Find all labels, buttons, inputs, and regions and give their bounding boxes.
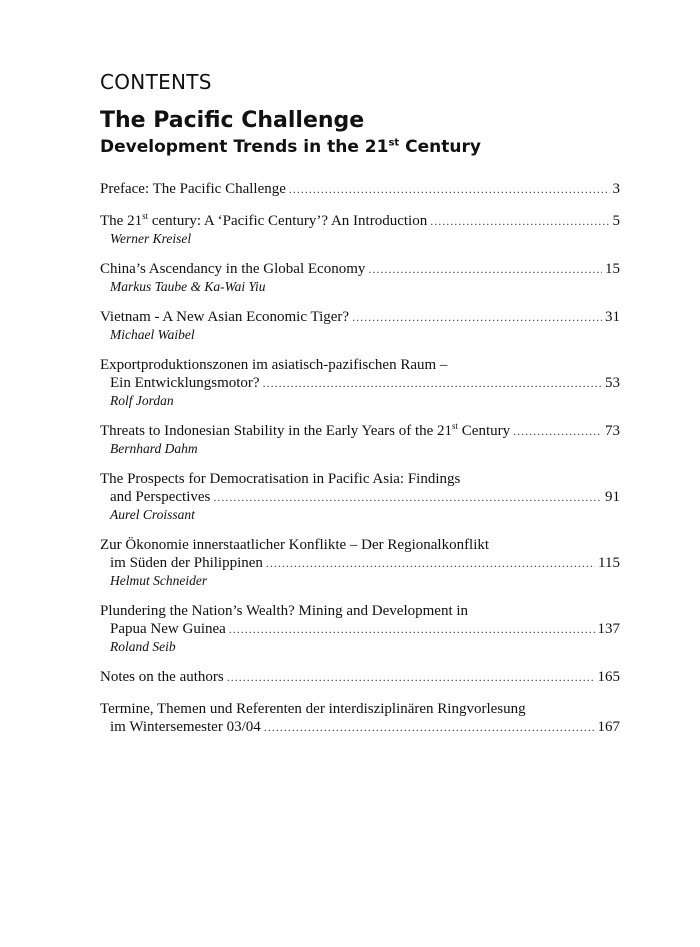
contents-heading: CONTENTS [100, 70, 212, 94]
toc-line [100, 212, 620, 230]
toc-entry-title-line2: Ein Entwicklungsmotor? [110, 375, 260, 391]
toc-entry[interactable] [100, 422, 620, 458]
book-title: The Pacific Challenge [100, 108, 365, 133]
toc-entry-title: Vietnam - A New Asian Economic Tiger? [100, 309, 350, 325]
toc-entry-title-line2: im Süden der Philippinen [110, 555, 263, 571]
toc-page-number: 31 [605, 309, 620, 325]
toc-entry-title-line2: and Perspectives [110, 489, 211, 505]
toc-page-number: 137 [597, 621, 620, 637]
toc-page-number: 167 [597, 719, 620, 735]
toc-entry[interactable] [100, 536, 620, 590]
toc-line [100, 554, 620, 572]
toc-entry-author: Rolf Jordan [110, 393, 174, 408]
toc-page-number: 15 [605, 261, 620, 277]
toc-line [100, 620, 620, 638]
title-text: Century [458, 423, 511, 439]
toc-entry-title-line1: The Prospects for Democratisation in Pacific Asia: Findings [100, 471, 461, 487]
dot-leader [352, 308, 602, 326]
book-subtitle [100, 137, 481, 157]
toc-line [100, 180, 620, 198]
toc-page-number: 165 [597, 669, 620, 685]
toc-entry-author: Roland Seib [110, 639, 176, 654]
toc-entry[interactable] [100, 602, 620, 656]
toc-line [100, 260, 620, 278]
toc-entry-title: China’s Ascendancy in the Global Economy [100, 261, 366, 277]
dot-leader [229, 620, 595, 638]
toc-entry-title [100, 212, 427, 230]
dot-leader [213, 488, 602, 506]
table-of-contents [100, 180, 620, 750]
subtitle-superscript: st [388, 137, 400, 149]
dot-leader [430, 212, 609, 230]
subtitle-end: Century [399, 137, 481, 157]
toc-entry[interactable] [100, 260, 620, 296]
toc-entry-title-line1: Exportproduktionszonen im asiatisch-pazifischen Raum – [100, 357, 448, 373]
dot-leader [263, 374, 602, 392]
toc-entry-author: Aurel Croissant [110, 507, 195, 522]
toc-entry[interactable] [100, 668, 620, 686]
dot-leader [264, 718, 595, 736]
toc-entry[interactable] [100, 356, 620, 410]
dot-leader [368, 260, 602, 278]
toc-page-number: 115 [598, 555, 620, 571]
toc-line [100, 374, 620, 392]
title-text: century: A ‘Pacific Century’? An Introduction [148, 213, 428, 229]
subtitle-main: Development Trends in the 21 [100, 137, 389, 157]
toc-line [100, 308, 620, 326]
toc-entry-title-line2: im Wintersemester 03/04 [110, 719, 261, 735]
toc-line [100, 422, 620, 440]
toc-entry-author: Helmut Schneider [110, 573, 208, 588]
dot-leader [289, 180, 610, 198]
dot-leader [513, 422, 602, 440]
toc-page-number: 5 [612, 213, 620, 229]
toc-entry[interactable] [100, 212, 620, 248]
dot-leader [266, 554, 595, 572]
toc-entry-title [100, 422, 510, 440]
toc-entry[interactable] [100, 180, 620, 198]
toc-page-number: 91 [605, 489, 620, 505]
toc-entry-title-line1: Plundering the Nation’s Wealth? Mining and Development in [100, 603, 469, 619]
toc-line [100, 718, 620, 736]
toc-entry-title-line2: Papua New Guinea [110, 621, 226, 637]
toc-page-number: 3 [612, 181, 620, 197]
toc-line [100, 668, 620, 686]
toc-entry-title: Notes on the authors [100, 669, 224, 685]
dot-leader [227, 668, 595, 686]
title-text: The 21 [100, 213, 143, 229]
toc-page-number: 53 [605, 375, 620, 391]
toc-entry-title: Preface: The Pacific Challenge [100, 181, 286, 197]
toc-entry-title-line1: Zur Ökonomie innerstaatlicher Konflikte – Der Regionalkonflikt [100, 537, 490, 553]
toc-entry-author: Michael Waibel [110, 327, 195, 342]
toc-page-number: 73 [605, 423, 620, 439]
toc-entry[interactable] [100, 700, 620, 736]
toc-entry-author: Markus Taube & Ka-Wai Yiu [110, 279, 266, 294]
toc-line [100, 488, 620, 506]
toc-entry-author: Werner Kreisel [110, 231, 192, 246]
title-text: Threats to Indonesian Stability in the Early Years of the 21 [100, 423, 453, 439]
toc-entry[interactable] [100, 308, 620, 344]
toc-entry-title-line1: Termine, Themen und Referenten der interdisziplinären Ringvorlesung [100, 701, 526, 717]
toc-entry[interactable] [100, 470, 620, 524]
toc-entry-author: Bernhard Dahm [110, 441, 198, 456]
title-superscript: st [452, 421, 459, 431]
title-superscript: st [142, 211, 149, 221]
